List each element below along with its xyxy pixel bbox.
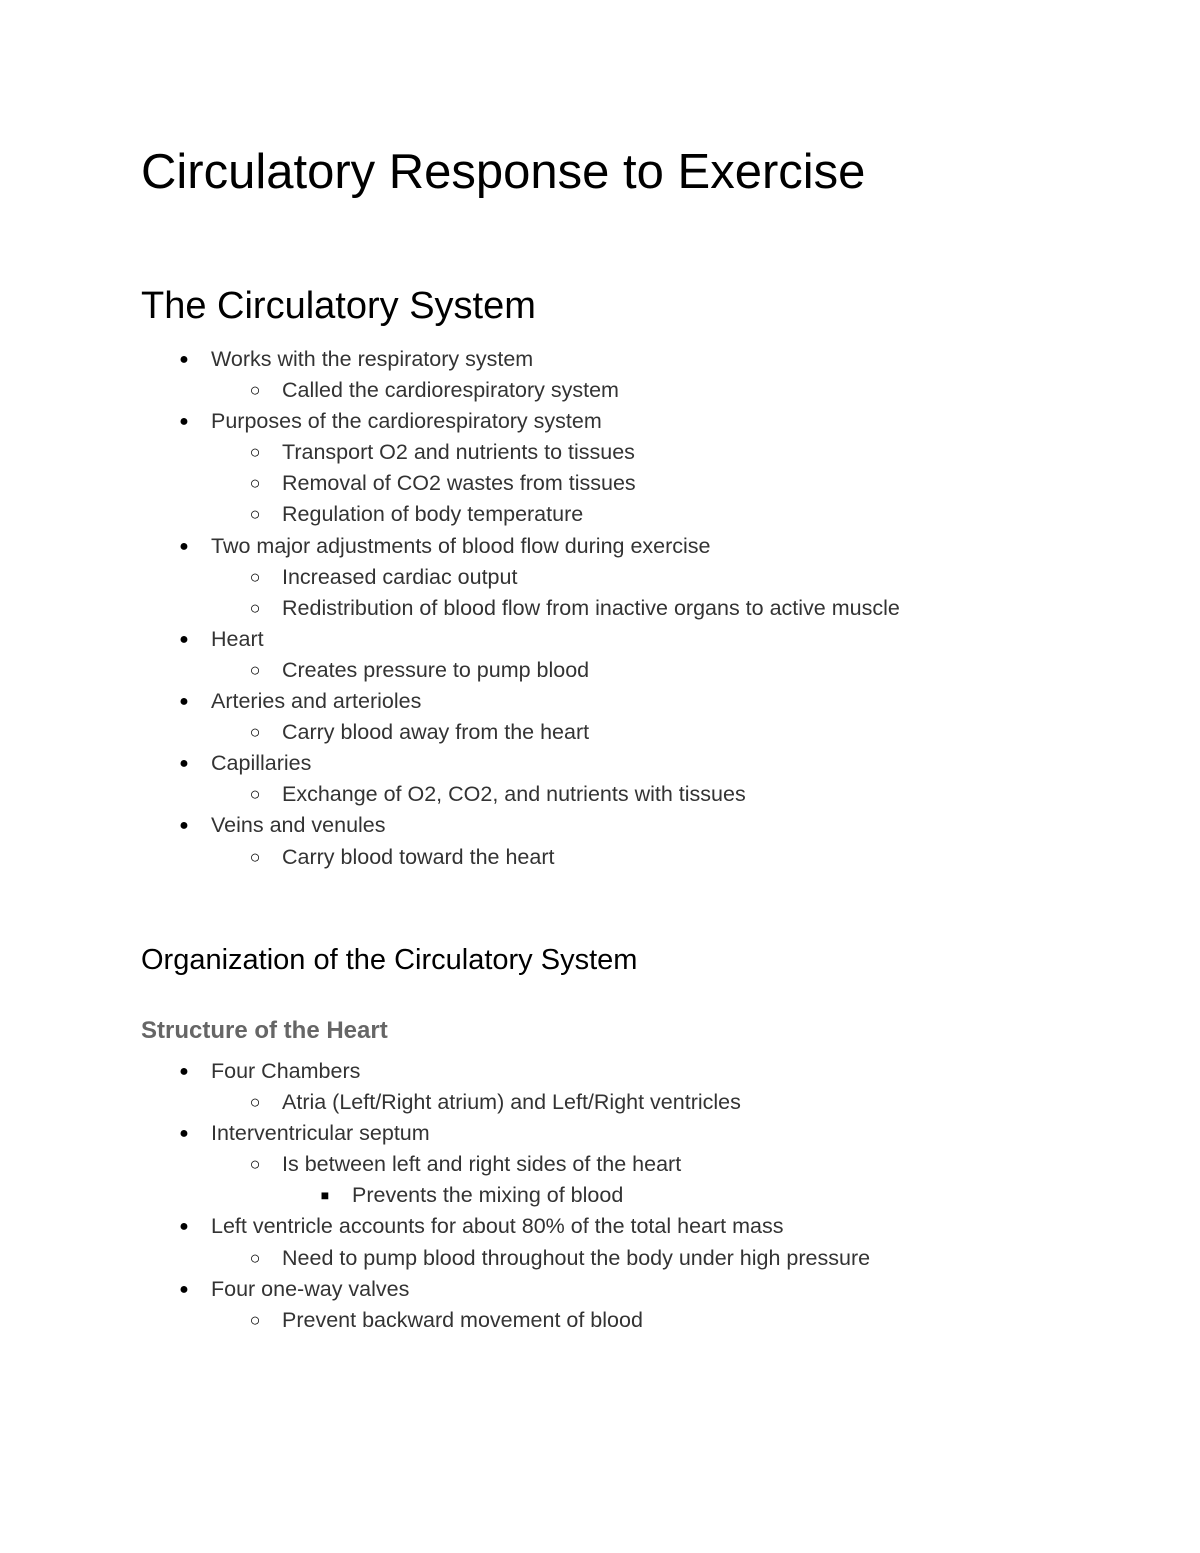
- list-item-text: Purposes of the cardiorespiratory system: [211, 409, 602, 434]
- list-item-text: Four Chambers: [211, 1059, 361, 1083]
- list-item-text: Carry blood away from the heart: [282, 720, 590, 745]
- filled-circle-bullet-icon: ●: [179, 1280, 189, 1298]
- list-item-text: Need to pump blood throughout the body under high pressure: [282, 1245, 871, 1270]
- list-item-text: Prevent backward movement of blood: [282, 1307, 643, 1332]
- list-item-text: Carry blood toward the heart: [282, 844, 555, 869]
- hollow-circle-bullet-icon: ○: [249, 1092, 261, 1113]
- hollow-circle-bullet-icon: ○: [249, 1247, 261, 1268]
- list-item-text: Prevents the mixing of blood: [352, 1183, 624, 1208]
- list-item-text: Left ventricle accounts for about 80% of the total heart mass: [211, 1214, 784, 1239]
- list-item-text: Interventricular septum: [211, 1121, 430, 1146]
- filled-circle-bullet-icon: ●: [179, 1063, 189, 1080]
- list-item-text: Redistribution of blood flow from inactive organs to active muscle: [282, 595, 900, 620]
- list-item-text: Called the cardiorespiratory system: [282, 378, 619, 403]
- list-item-text: Arteries and arterioles: [211, 689, 422, 714]
- filled-circle-bullet-icon: ●: [179, 413, 189, 431]
- list-item-text: Veins and venules: [211, 813, 386, 838]
- hollow-circle-bullet-icon: ○: [249, 380, 261, 401]
- filled-circle-bullet-icon: ●: [179, 817, 189, 835]
- list-item-text: Removal of CO2 wastes from tissues: [282, 471, 636, 496]
- list-item-text: Two major adjustments of blood flow during exercise: [211, 533, 711, 558]
- hollow-circle-bullet-icon: ○: [249, 659, 261, 680]
- list-item-text: Heart: [211, 626, 264, 651]
- list-item-text: Atria (Left/Right atrium) and Left/Right ventricles: [282, 1090, 741, 1115]
- section-heading-organization: Organization of the Circulatory System: [141, 944, 638, 976]
- filled-circle-bullet-icon: ●: [179, 537, 189, 555]
- filled-circle-bullet-icon: ●: [179, 755, 189, 773]
- list-item-text: Works with the respiratory system: [211, 347, 534, 371]
- list-item-text: Exchange of O2, CO2, and nutrients with tissues: [282, 782, 746, 807]
- filled-circle-bullet-icon: ●: [179, 1125, 189, 1143]
- filled-circle-bullet-icon: ●: [179, 351, 189, 368]
- list-item-text: Transport O2 and nutrients to tissues: [282, 440, 635, 465]
- hollow-circle-bullet-icon: ○: [249, 784, 261, 805]
- filled-circle-bullet-icon: ●: [179, 1218, 189, 1236]
- hollow-circle-bullet-icon: ○: [249, 504, 261, 525]
- list-item-text: Increased cardiac output: [282, 564, 518, 589]
- hollow-circle-bullet-icon: ○: [249, 442, 261, 463]
- filled-circle-bullet-icon: ●: [179, 693, 189, 711]
- subsection-heading-structure-of-heart: Structure of the Heart: [141, 1017, 388, 1044]
- list-item-text: Four one-way valves: [211, 1276, 410, 1301]
- list-item-text: Capillaries: [211, 751, 312, 776]
- filled-circle-bullet-icon: ●: [179, 630, 189, 648]
- hollow-circle-bullet-icon: ○: [249, 846, 261, 867]
- hollow-circle-bullet-icon: ○: [249, 1309, 261, 1330]
- hollow-circle-bullet-icon: ○: [249, 722, 261, 743]
- list-item-text: Regulation of body temperature: [282, 502, 584, 527]
- square-bullet-icon: ■: [320, 1187, 330, 1204]
- section-heading-circulatory-system: The Circulatory System: [141, 285, 536, 327]
- list-item-text: Creates pressure to pump blood: [282, 657, 590, 682]
- hollow-circle-bullet-icon: ○: [249, 597, 261, 618]
- hollow-circle-bullet-icon: ○: [249, 473, 261, 494]
- list-item-text: Is between left and right sides of the heart: [282, 1152, 682, 1177]
- hollow-circle-bullet-icon: ○: [249, 566, 261, 587]
- hollow-circle-bullet-icon: ○: [249, 1154, 261, 1175]
- document-title: Circulatory Response to Exercise: [141, 145, 866, 199]
